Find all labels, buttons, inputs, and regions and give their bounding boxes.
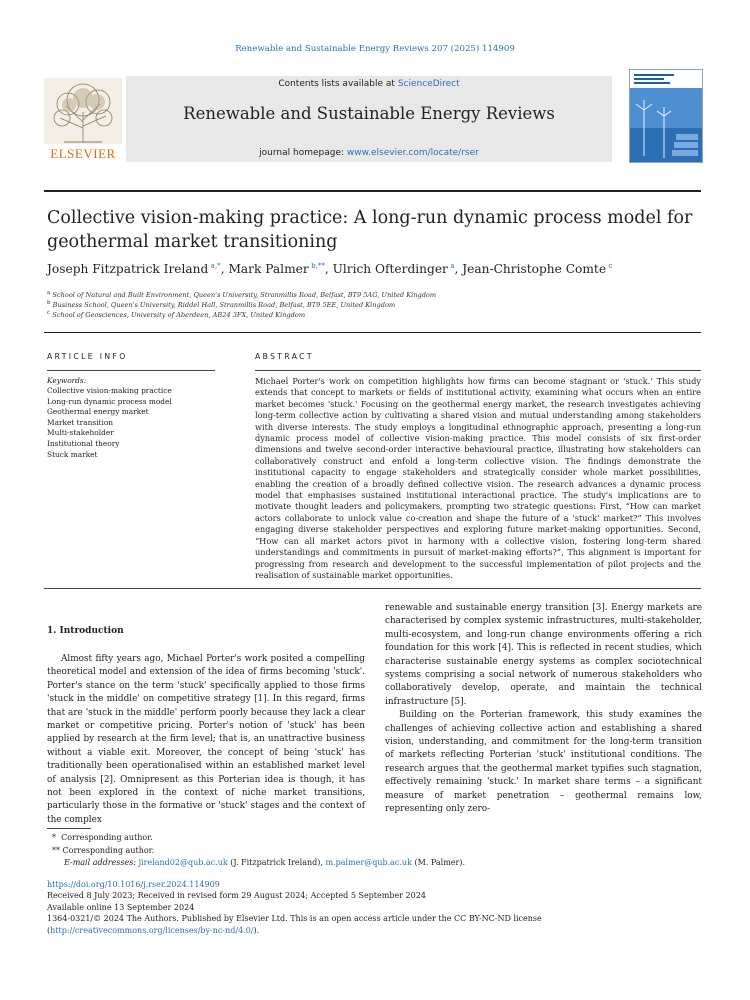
footnote-emails	[64, 858, 465, 867]
keyword-item: Multi-stakeholder	[47, 428, 114, 438]
footnote-text: Corresponding author.	[62, 846, 155, 855]
left-column	[47, 653, 365, 827]
footnote-corresponding-2: ** Corresponding author.	[52, 846, 155, 855]
author-list: Joseph Fitzpatrick Ireland $^{a,*}$, Mark Palmer $^{b,**}$, Ulrich Ofterdinger $^a$, Jean-Christophe Comte $^c$	[47, 262, 613, 277]
affiliation-text: School of Natural and Built Environment, Queen's University, Stranmillis Road, Belfast, BT9 5AG, United Kingdom	[52, 291, 437, 300]
license-link[interactable]: http://creativecommons.org/licenses/by-nc-nd/4.0/	[50, 925, 254, 935]
journal-reference[interactable]: Renewable and Sustainable Energy Reviews 207 (2025) 114909	[235, 44, 515, 54]
affiliation-mark: c	[47, 310, 51, 316]
received-dates: Received 8 July 2023; Received in revised form 29 August 2024; Accepted 5 September 2024	[47, 891, 426, 901]
license-suffix: ).	[253, 925, 260, 935]
keywords-label: Keywords:	[47, 376, 87, 385]
email-owner-1: (J. Fitzpatrick Ireland),	[230, 858, 323, 867]
author-marks[interactable]: a,*	[210, 262, 221, 270]
article-info-heading: ARTICLE INFO	[47, 352, 128, 361]
author-name: Ulrich Ofterdinger	[332, 262, 448, 277]
abstract-heading: ABSTRACT	[255, 352, 314, 361]
homepage-link[interactable]: www.elsevier.com/locate/rser	[346, 148, 479, 158]
abstract-text: Michael Porter's work on competition highlights how firms can become stagnant or 'stuck.' This study extends that concept to markets or fields of institutional activity, examining what occurs when an entire market becomes 'stuck.' Focusing on the geothermal energy market, the research investigates achieving long-term collective action by cultivating a shared vision and mutual understanding among stakeholders with diverse interests. The study employs a longitudinal ethnographic approach, presenting a long-run dynamic process model of collective vision-making practice. This model consists of six first-order dimensions and twelve second-order interactive behavioural practice, illustrating how stakeholders can collaboratively construct and enfold a long-term collective vision. The findings demonstrate the institutional capacity to engage stakeholders and strategically consider whole market possibilities, enabling the creation of a broadly defined collective vision. The research advances a dynamic process model that emphasises sustained institutional interactional practice. The study's implications are to motivate thought leaders and policymakers, prompting two strategic questions: First, “How can market actors collaborate to unlock value co-creation and shape the future of a 'stuck' market?” This involves engaging diverse stakeholder perspectives and exploring future market-making opportunities. Second, “How can all market actors pivot in harmony with a collective vision, fostering long-term shared understandings and commitments in pursuit of market-making efforts?”, This alignment is important for progressing from research and development to the successful implementation of pilot projects and the realisation of sustainable market opportunities.	[255, 376, 701, 580]
title-line-2: geothermal market transitioning	[47, 232, 338, 252]
publication-info	[47, 879, 707, 936]
author-marks[interactable]: b,**	[311, 262, 325, 270]
available-online: Available online 13 September 2024	[47, 902, 195, 912]
email-link-1[interactable]: jireland02@qub.ac.uk	[138, 858, 228, 867]
article-title	[47, 206, 697, 254]
email-label: E-mail addresses:	[64, 858, 137, 867]
elsevier-wordmark: ELSEVIER	[50, 146, 116, 161]
body-paragraph: Almost fifty years ago, Michael Porter's work posited a compelling theoretical model and extension of the idea of firms becoming 'stuck'. Porter's stance on the term 'stuck' specifically applied to those firms 'stuck in the middle' on competitive strategy [1]. In this regard, firms that are 'stuck in the middle' perform poorly because they lack a clear market or competitive pricing. Porter's notion of 'stuck' has been applied by research at the firm level; that is, an unattractive business without a viable exit. Moreover, the concept of being 'stuck' has traditionally been operationalised within an established market level of analysis [2]. Omnipresent as this Porterian idea is though, it has not been explored in the context of niche market transitions, particularly those in the formative or 'stuck' stages and the context of the complex	[47, 654, 365, 825]
affiliation-a	[47, 290, 697, 299]
doi-link[interactable]: https://doi.org/10.1016/j.rser.2024.114909	[47, 880, 220, 889]
keyword-item: Collective vision-making practice	[47, 386, 172, 395]
license-text: 1364-0321/© 2024 The Authors. Published by Elsevier Ltd. This is an open access article under the CC BY-NC-ND license (	[47, 914, 542, 935]
homepage-prefix: journal homepage:	[259, 148, 347, 158]
body-paragraph: renewable and sustainable energy transition [3]. Energy markets are characterised by complex systemic infrastructures, multi-stakeholder, multi-ecosystem, and long-run change environments offering a rich foundation for this work [4]. This is reflected in recent studies, which characterise sustainable energy systems as complex sociotechnical systems comprising a social network of numerous stakeholders who collaboratively develop, operate, and maintain the technical infrastructure [5].	[385, 603, 702, 707]
license-statement	[47, 913, 707, 936]
sciencedirect-link[interactable]: ScienceDirect	[397, 79, 460, 89]
journal-cover-image[interactable]	[629, 69, 703, 163]
homepage-line	[126, 148, 612, 158]
author-marks[interactable]: a	[450, 262, 455, 270]
affiliation-b	[47, 300, 697, 309]
affiliation-text: Business School, Queen's University, Riddel Hall, Stranmillis Road, Belfast, BT9 5EE, United Kingdom	[52, 301, 396, 310]
keywords-list	[47, 386, 172, 460]
email-owner-2: (M. Palmer).	[414, 858, 466, 867]
section-heading-introduction: 1. Introduction	[47, 626, 124, 636]
affiliation-mark: b	[47, 300, 51, 306]
keyword-item: Geothermal energy market	[47, 407, 149, 417]
body-paragraph: Building on the Porterian framework, this study examines the challenges of achieving collective action and establishing a shared vision, understanding, and commitment for the long-term transition of markets reflecting Porterian 'stuck' institutional conditions. The research argues that the geothermal market typifies such stagnation, effectively remaining 'stuck.' In market share terms – a significant measure of market penetration – geothermal remains low, representing only zero-	[385, 710, 702, 815]
keyword-item: Long-run dynamic process model	[47, 396, 172, 406]
contents-line	[126, 79, 612, 89]
keyword-item: Market transition	[47, 417, 114, 427]
right-column	[385, 602, 702, 817]
footnote-corresponding-1: * Corresponding author.	[52, 833, 153, 842]
keyword-item: Institutional theory	[47, 438, 120, 448]
footnote-text: Corresponding author.	[61, 833, 153, 842]
footnote-rule	[47, 828, 91, 829]
abstract-rule	[255, 370, 701, 371]
article-info-rule	[47, 370, 215, 371]
author-name: Mark Palmer	[228, 262, 309, 277]
contents-prefix: Contents lists available at	[278, 79, 398, 89]
author-name: Jean-Christophe Comte	[462, 262, 607, 277]
author-marks[interactable]: c	[608, 262, 613, 270]
email-link-2[interactable]: m.palmer@qub.ac.uk	[325, 858, 412, 867]
keyword-item: Stuck market	[47, 449, 98, 459]
journal-name: Renewable and Sustainable Energy Reviews	[183, 104, 555, 123]
affiliation-mark: a	[47, 290, 51, 296]
author-name: Joseph Fitzpatrick Ireland	[47, 262, 209, 277]
affiliations-divider	[44, 332, 701, 333]
affiliation-c	[47, 310, 697, 319]
abstract-divider	[44, 588, 701, 589]
title-line-1: Collective vision-making practice: A long-run dynamic process model for	[47, 208, 693, 228]
header-divider	[44, 190, 701, 192]
affiliation-text: School of Geosciences, University of Aberdeen, AB24 3FX, United Kingdom	[52, 311, 306, 320]
